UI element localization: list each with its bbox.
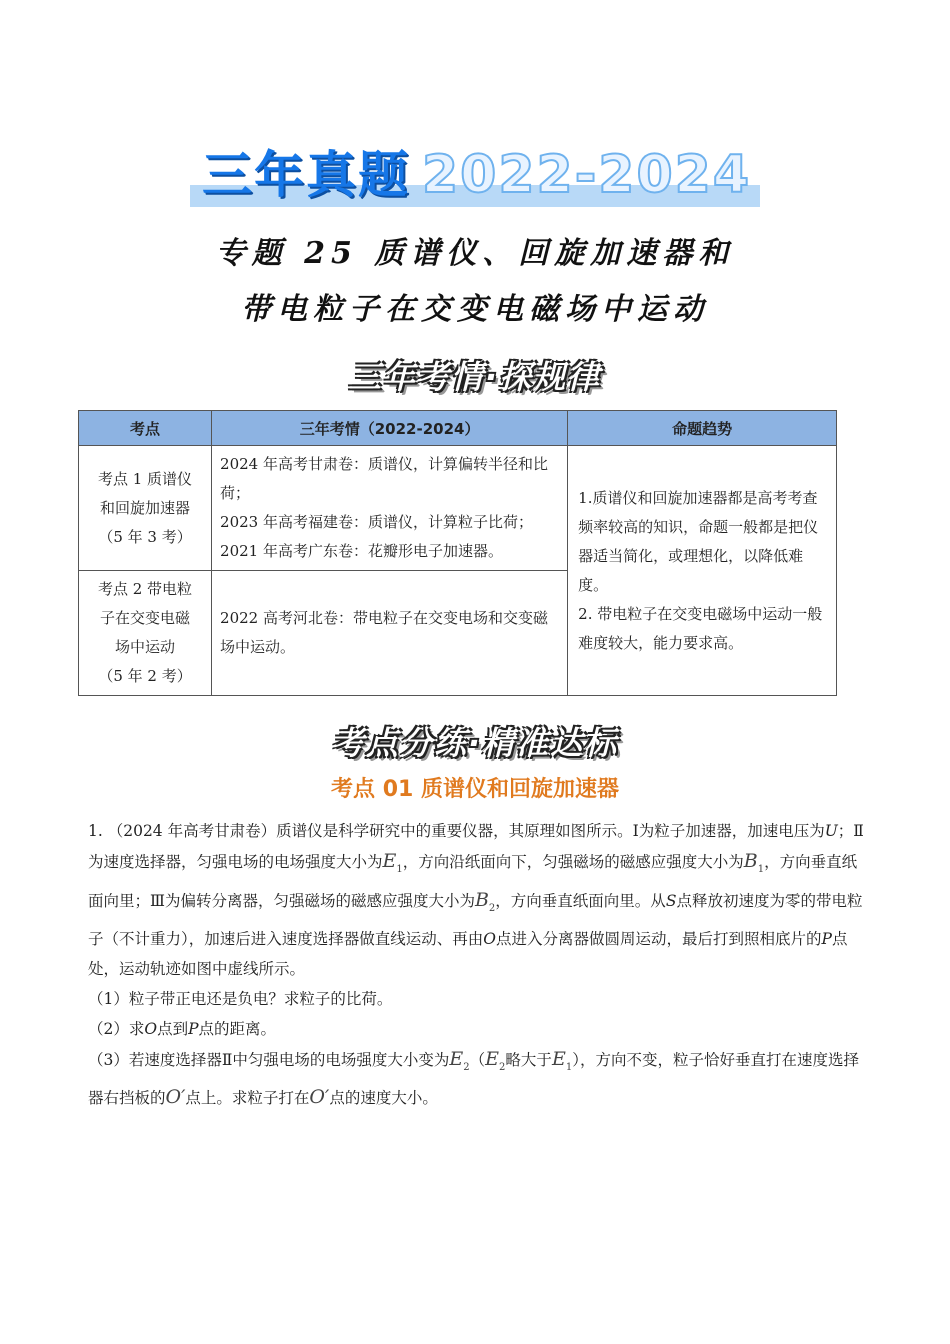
- table-cell-exams: [212, 571, 568, 696]
- math-subscript: 1: [396, 863, 403, 875]
- var-P: P: [188, 1019, 199, 1038]
- document-title-line2: 带电粒子在交变电磁场中运动: [241, 292, 709, 327]
- math-symbol: E: [485, 1047, 500, 1070]
- var-B1: [743, 850, 765, 875]
- trend-item: 2. 带电粒子在交变电磁场中运动一般难度较大，能力要求高。: [578, 604, 823, 652]
- var-E1: [382, 850, 403, 875]
- math-symbol: E: [551, 1047, 566, 1070]
- table-header-cell: 命题趋势: [568, 411, 837, 446]
- exam-line: 2022 高考河北卷：带电粒子在交变电场和交变磁场中运动。: [220, 609, 548, 656]
- var-E2: [485, 1047, 506, 1073]
- problem-stem: [88, 816, 866, 984]
- problem-text: ；Ⅱ为速度选择器，匀强电场的电场强度大小为: [88, 822, 864, 871]
- point-line: 考点 1 质谱仪: [97, 469, 193, 488]
- math-subscript: 2: [499, 1061, 506, 1073]
- problem-text: 点处，运动轨迹如图中虚线所示。: [88, 929, 848, 978]
- table-header-row: [79, 411, 837, 446]
- math-symbol: B: [743, 850, 758, 872]
- problem-text: ），方向不变，粒子恰好垂直打在速度选择器右挡板的: [88, 1050, 859, 1108]
- point-line: 子在交变电磁: [100, 609, 191, 627]
- problem-text: （3）若速度选择器Ⅱ中匀强电场的电场强度大小变为: [88, 1050, 450, 1069]
- problem-text: 点上。求粒子打在: [185, 1089, 310, 1108]
- problem-text: ，方向沿纸面向下，匀强磁场的磁感应强度大小为: [402, 853, 744, 871]
- var-E2: [449, 1047, 470, 1073]
- document-title-line1: 专题 25 质谱仪、回旋加速器和: [215, 236, 735, 271]
- var-O: O: [144, 1019, 158, 1038]
- problem-text: 点的速度大小。: [329, 1089, 438, 1108]
- header-banner: [190, 143, 760, 207]
- question-1: （1）粒子带正电还是负电？求粒子的比荷。: [88, 989, 393, 1008]
- point-line: （5 年 3 考）: [98, 527, 192, 546]
- table-cell-point: [79, 571, 212, 696]
- banner-year-range: 2022-2024: [422, 145, 752, 205]
- math-subscript: 1: [565, 1061, 573, 1073]
- math-symbol: B: [474, 888, 489, 911]
- math-symbol: E: [382, 850, 397, 872]
- exam-line: 2024 年高考甘肃卷：质谱仪，计算偏转半径和比荷；: [220, 455, 548, 502]
- problem-text: ，方向垂直纸面向里。从: [495, 891, 666, 910]
- section-badge-practice: 考点分练·精准达标: [331, 724, 619, 762]
- problem-text: （2）求: [88, 1019, 145, 1038]
- problem-text: 点的距离。: [198, 1019, 277, 1038]
- var-B2: [474, 888, 496, 914]
- point-line: （5 年 2 考）: [98, 667, 192, 685]
- problem-text: 点到: [157, 1019, 189, 1038]
- table-cell-exams: [212, 446, 568, 571]
- table-cell-trend: [568, 446, 837, 696]
- math-subscript: 2: [463, 1061, 470, 1073]
- math-subscript: 1: [757, 863, 765, 875]
- point-line: 和回旋加速器: [100, 498, 191, 517]
- exam-line: 2021 年高考广东卷：花瓣形电子加速器。: [220, 542, 503, 560]
- table-header-cell: 考点: [79, 411, 212, 446]
- problem-text: 1. （2024 年高考甘肃卷）质谱仪是科学研究中的重要仪器，其原理如图所示。Ⅰ为粒子加速器，加速电压为: [88, 822, 825, 840]
- var-U: U: [824, 822, 838, 840]
- question-2: [88, 1014, 866, 1044]
- problem-text: 略大于: [505, 1050, 552, 1069]
- exam-line: 2023 年高考福建卷：质谱仪，计算粒子比荷；: [220, 513, 533, 531]
- table-row: [79, 446, 837, 571]
- point-line: 考点 2 带电粒: [97, 580, 193, 598]
- topic-heading: 考点 01 质谱仪和回旋加速器: [331, 777, 619, 802]
- exam-analysis-table: [78, 410, 837, 696]
- problem-text: 点释放初速度为零的带电粒子（不计重力），加速后进入速度选择器做直线运动、再由: [88, 891, 863, 948]
- var-O-prime: O′: [165, 1086, 186, 1109]
- banner-left-text: 三年真题: [202, 146, 410, 204]
- table-cell-point: [79, 446, 212, 571]
- var-P: P: [821, 929, 832, 948]
- section-badge-trends: 三年考情·探规律: [348, 358, 602, 396]
- var-E1: [551, 1047, 573, 1073]
- question-3: [88, 1044, 866, 1114]
- var-S: S: [665, 891, 677, 910]
- math-subscript: 2: [488, 902, 496, 914]
- math-symbol: E: [449, 1047, 464, 1070]
- point-line: 场中运动: [115, 638, 176, 656]
- problem-1: [88, 816, 866, 1113]
- trend-item: 1.质谱仪和回旋加速器都是高考考查频率较高的知识，命题一般都是把仪器适当简化，或理想化，以降低难度。: [578, 488, 819, 594]
- var-O-prime: O′: [309, 1086, 330, 1109]
- var-O: O: [483, 929, 496, 948]
- table-header-cell: 三年考情（2022-2024）: [212, 411, 568, 446]
- problem-text: 点进入分离器做圆周运动，最后打到照相底片的: [495, 929, 822, 948]
- problem-text: ，方向垂直纸面向里；Ⅲ为偏转分离器，匀强磁场的磁感应强度大小为: [88, 853, 858, 910]
- problem-text: （: [469, 1050, 486, 1069]
